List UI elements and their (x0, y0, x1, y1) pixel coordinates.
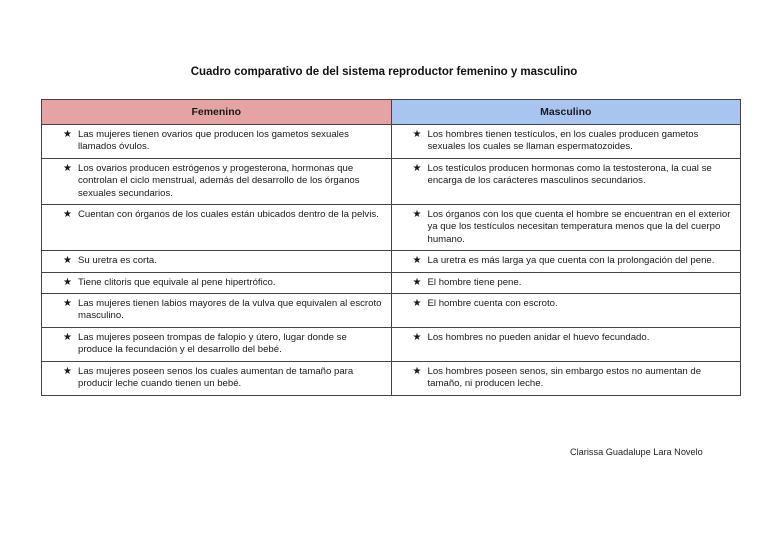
cell-femenino (42, 272, 392, 293)
bullet-text: El hombre tiene pene. (427, 276, 522, 288)
cell-femenino (42, 158, 392, 204)
star-icon: ★ (63, 365, 72, 377)
table-row (42, 272, 741, 293)
star-icon: ★ (63, 298, 72, 310)
bullet-item (414, 366, 733, 391)
star-icon: ★ (412, 162, 422, 174)
bullet-text: Las mujeres poseen senos los cuales aumentan de tamaño para producir leche cuando tienen un bebé. (78, 365, 354, 390)
star-icon: ★ (412, 255, 422, 267)
cell-masculino (391, 327, 741, 361)
cell-femenino (42, 327, 392, 361)
star-icon: ★ (63, 129, 72, 140)
bullet-item (64, 298, 383, 323)
table-row (42, 327, 741, 361)
table-row (42, 294, 741, 328)
cell-femenino (42, 125, 392, 159)
bullet-item (64, 255, 383, 267)
bullet-item (414, 209, 733, 246)
star-icon: ★ (412, 209, 422, 221)
star-icon: ★ (412, 365, 422, 377)
bullet-text: Los hombres no pueden anidar el huevo fecundado. (427, 331, 650, 343)
cell-masculino (391, 272, 741, 293)
bullet-item (414, 298, 733, 310)
table-row (42, 205, 741, 251)
header-masculino: Masculino (391, 100, 741, 125)
bullet-item (414, 129, 733, 154)
header-femenino: Femenino (42, 100, 392, 125)
cell-masculino (391, 294, 741, 328)
bullet-text: La uretra es más larga ya que cuenta con la prolongación del pene. (427, 255, 715, 267)
table-row (42, 125, 741, 159)
table-row (42, 361, 741, 395)
star-icon: ★ (63, 331, 72, 343)
table-body (42, 125, 741, 396)
star-icon: ★ (63, 276, 72, 288)
cell-masculino (391, 361, 741, 395)
comparison-table (41, 99, 741, 396)
star-icon: ★ (63, 162, 72, 174)
star-icon: ★ (412, 298, 422, 310)
bullet-text: Cuentan con órganos de los cuales están ubicados dentro de la pelvis. (78, 209, 379, 221)
star-icon: ★ (412, 331, 422, 343)
cell-masculino (391, 158, 741, 204)
table-header-row (42, 100, 741, 125)
cell-masculino (391, 251, 741, 272)
bullet-item (414, 277, 733, 289)
bullet-item (414, 332, 733, 344)
star-icon: ★ (63, 209, 72, 221)
star-icon: ★ (412, 129, 422, 140)
bullet-text: Los testículos producen hormonas como la testosterona, la cual se encarga de los carácteres masculinos secundarios. (427, 162, 712, 187)
bullet-item (414, 163, 733, 188)
bullet-text: Tiene clitoris que equivale al pene hipertrófico. (78, 276, 276, 288)
bullet-item (414, 255, 733, 267)
bullet-item (64, 129, 383, 154)
bullet-text: Su uretra es corta. (78, 255, 157, 267)
bullet-item (64, 332, 383, 357)
cell-femenino (42, 294, 392, 328)
cell-masculino (391, 125, 741, 159)
bullet-item (64, 163, 383, 200)
bullet-item (64, 366, 383, 391)
bullet-text: Los hombres poseen senos, sin embargo estos no aumentan de tamaño, ni producen leche. (427, 365, 702, 390)
document-title: Cuadro comparativo de del sistema reproductor femenino y masculino (190, 66, 578, 78)
bullet-item (64, 277, 383, 289)
bullet-text: Las mujeres poseen trompas de falopio y útero, lugar donde se produce la fecundación y el desarrollo del bebé. (78, 331, 347, 356)
bullet-text: Los ovarios producen estrógenos y progesterona, hormonas que controlan el ciclo menstrual, además del desarrollo de los órganos sexuales secundarios. (78, 162, 360, 199)
bullet-item (64, 209, 383, 221)
bullet-text: Los hombres tienen testículos, en los cuales producen gametos sexuales los cuales se llaman espermatozoides. (427, 129, 699, 153)
bullet-text: Los órganos con los que cuenta el hombre se encuentran en el exterior ya que los testículos necesitan temperatura menos que la del cuerpo humano. (427, 209, 731, 245)
bullet-text: El hombre cuenta con escroto. (427, 298, 558, 310)
star-icon: ★ (412, 276, 422, 288)
star-icon: ★ (63, 255, 72, 267)
author-name: Clarissa Guadalupe Lara Novelo (570, 447, 703, 457)
bullet-text: Las mujeres tienen ovarios que producen los gametos sexuales llamados óvulos. (78, 129, 349, 153)
table-row (42, 251, 741, 272)
cell-femenino (42, 205, 392, 251)
table-row (42, 158, 741, 204)
cell-femenino (42, 251, 392, 272)
cell-femenino (42, 361, 392, 395)
bullet-text: Las mujeres tienen labios mayores de la vulva que equivalen al escroto masculino. (78, 298, 382, 322)
cell-masculino (391, 205, 741, 251)
